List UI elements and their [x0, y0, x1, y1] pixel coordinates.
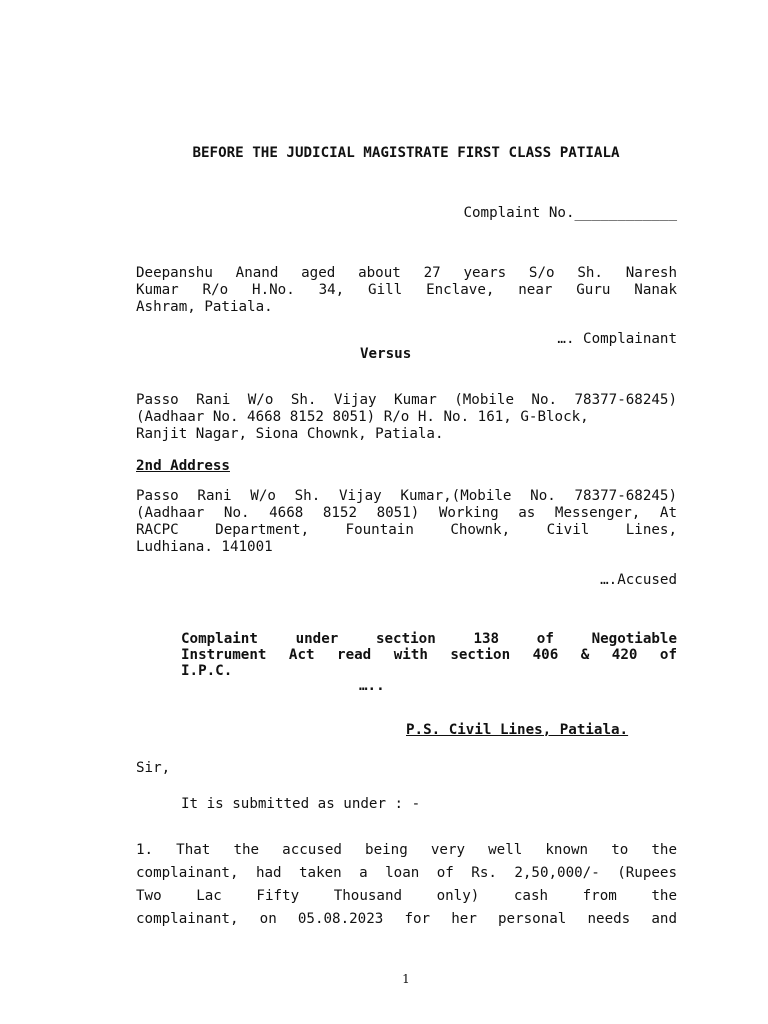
police-station: P.S. Civil Lines, Patiala.	[406, 722, 629, 738]
paragraph-1-line-4: complainant, on 05.08.2023 for her personal needs and	[136, 911, 677, 927]
subject-line-3: I.P.C.	[181, 663, 233, 679]
accused-label: ….Accused	[600, 572, 677, 588]
versus-label: Versus	[360, 346, 412, 362]
accused-line-1: Passo Rani W/o Sh. Vijay Kumar (Mobile No. 78377-68245)	[136, 392, 677, 408]
second-address-line-1: Passo Rani W/o Sh. Vijay Kumar,(Mobile No. 78377-68245)	[136, 488, 677, 504]
salutation: Sir,	[136, 760, 171, 776]
court-heading: BEFORE THE JUDICIAL MAGISTRATE FIRST CLASS PATIALA	[192, 145, 620, 161]
second-address-line-3: RACPC Department, Fountain Chownk, Civil Lines,	[136, 522, 677, 538]
paragraph-1-line-1: 1. That the accused being very well known to the	[136, 842, 677, 858]
subject-line-1: Complaint under section 138 of Negotiable	[181, 631, 677, 647]
paragraph-1-line-3: Two Lac Fifty Thousand only) cash from the	[136, 888, 677, 904]
paragraph-1-line-2: complainant, had taken a loan of Rs. 2,50,000/- (Rupees	[136, 865, 677, 881]
accused-line-3: Ranjit Nagar, Siona Chownk, Patiala.	[136, 426, 444, 442]
second-address-line-4: Ludhiana. 141001	[136, 539, 273, 555]
complainant-label: …. Complainant	[557, 331, 677, 347]
complaint-number: Complaint No.____________	[463, 205, 677, 221]
subject-line-2: Instrument Act read with section 406 & 420 of	[181, 647, 677, 663]
accused-line-2: (Aadhaar No. 4668 8152 8051) R/o H. No. 161, G-Block,	[136, 409, 589, 425]
complainant-line-3: Ashram, Patiala.	[136, 299, 273, 315]
subject-ellipsis: …..	[359, 678, 385, 694]
page-number: 1	[402, 972, 410, 986]
complainant-line-1: Deepanshu Anand aged about 27 years S/o Sh. Naresh	[136, 265, 677, 281]
second-address-line-2: (Aadhaar No. 4668 8152 8051) Working as Messenger, At	[136, 505, 677, 521]
second-address-heading: 2nd Address	[136, 458, 230, 474]
submission-line: It is submitted as under : -	[181, 796, 421, 812]
complainant-line-2: Kumar R/o H.No. 34, Gill Enclave, near Guru Nanak	[136, 282, 677, 298]
